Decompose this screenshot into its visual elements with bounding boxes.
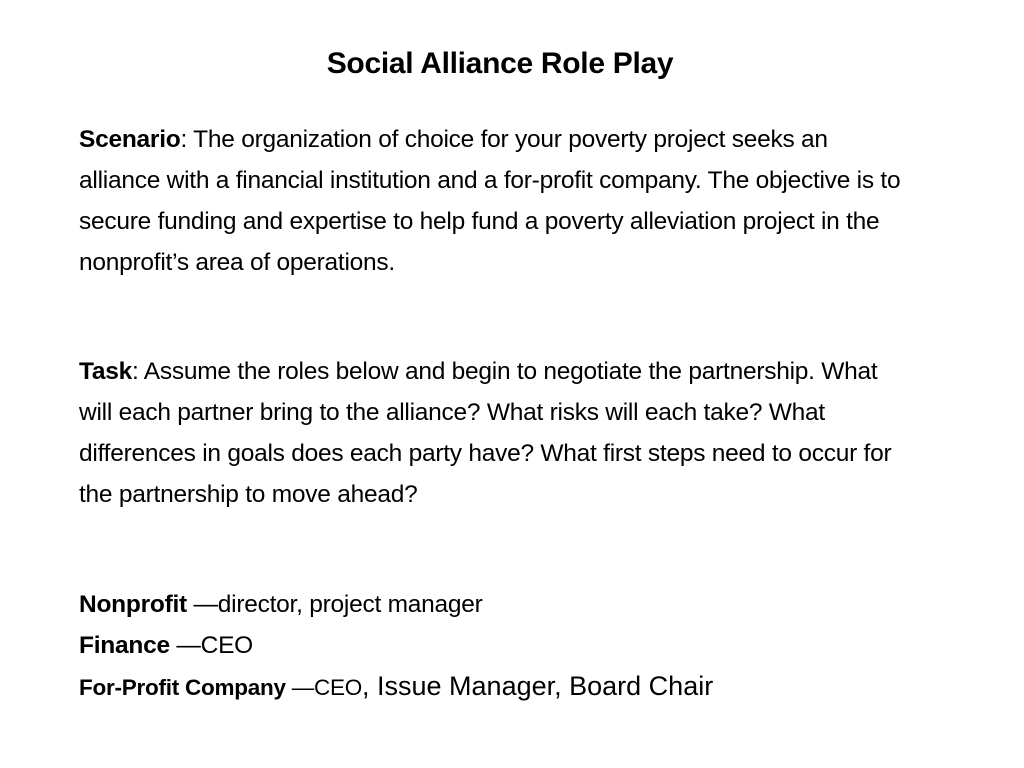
role-for-profit-extra: , Issue Manager, Board Chair [362, 671, 714, 701]
role-for-profit-label: For-Profit Company [79, 675, 286, 700]
task-paragraph [79, 351, 909, 515]
role-for-profit-text: —CEO [285, 675, 363, 700]
role-nonprofit [79, 584, 959, 625]
role-nonprofit-text: —director, project manager [186, 591, 483, 618]
scenario-text: : The organization of choice for your poverty project seeks an alliance with a financial institution and a for-profit company. The objective is to secure funding and expertise to help fund a poverty alleviation project in the nonprofit’s area of operations. [79, 126, 901, 276]
role-finance-text: —CEO [169, 632, 253, 659]
role-finance-label: Finance [79, 632, 170, 659]
task-label: Task [79, 358, 133, 385]
role-for-profit [79, 666, 959, 708]
scenario-paragraph [79, 119, 909, 283]
scenario-label: Scenario [79, 126, 181, 153]
slide-title: Social Alliance Role Play [326, 47, 674, 80]
roles-list [79, 584, 959, 708]
task-text: : Assume the roles below and begin to negotiate the partnership. What will each partner bring to the alliance? What risks will each take? What differences in goals does each party have? What first steps need to occur for the partnership to move ahead? [79, 358, 892, 508]
role-finance [79, 625, 959, 666]
role-nonprofit-label: Nonprofit [79, 591, 187, 618]
